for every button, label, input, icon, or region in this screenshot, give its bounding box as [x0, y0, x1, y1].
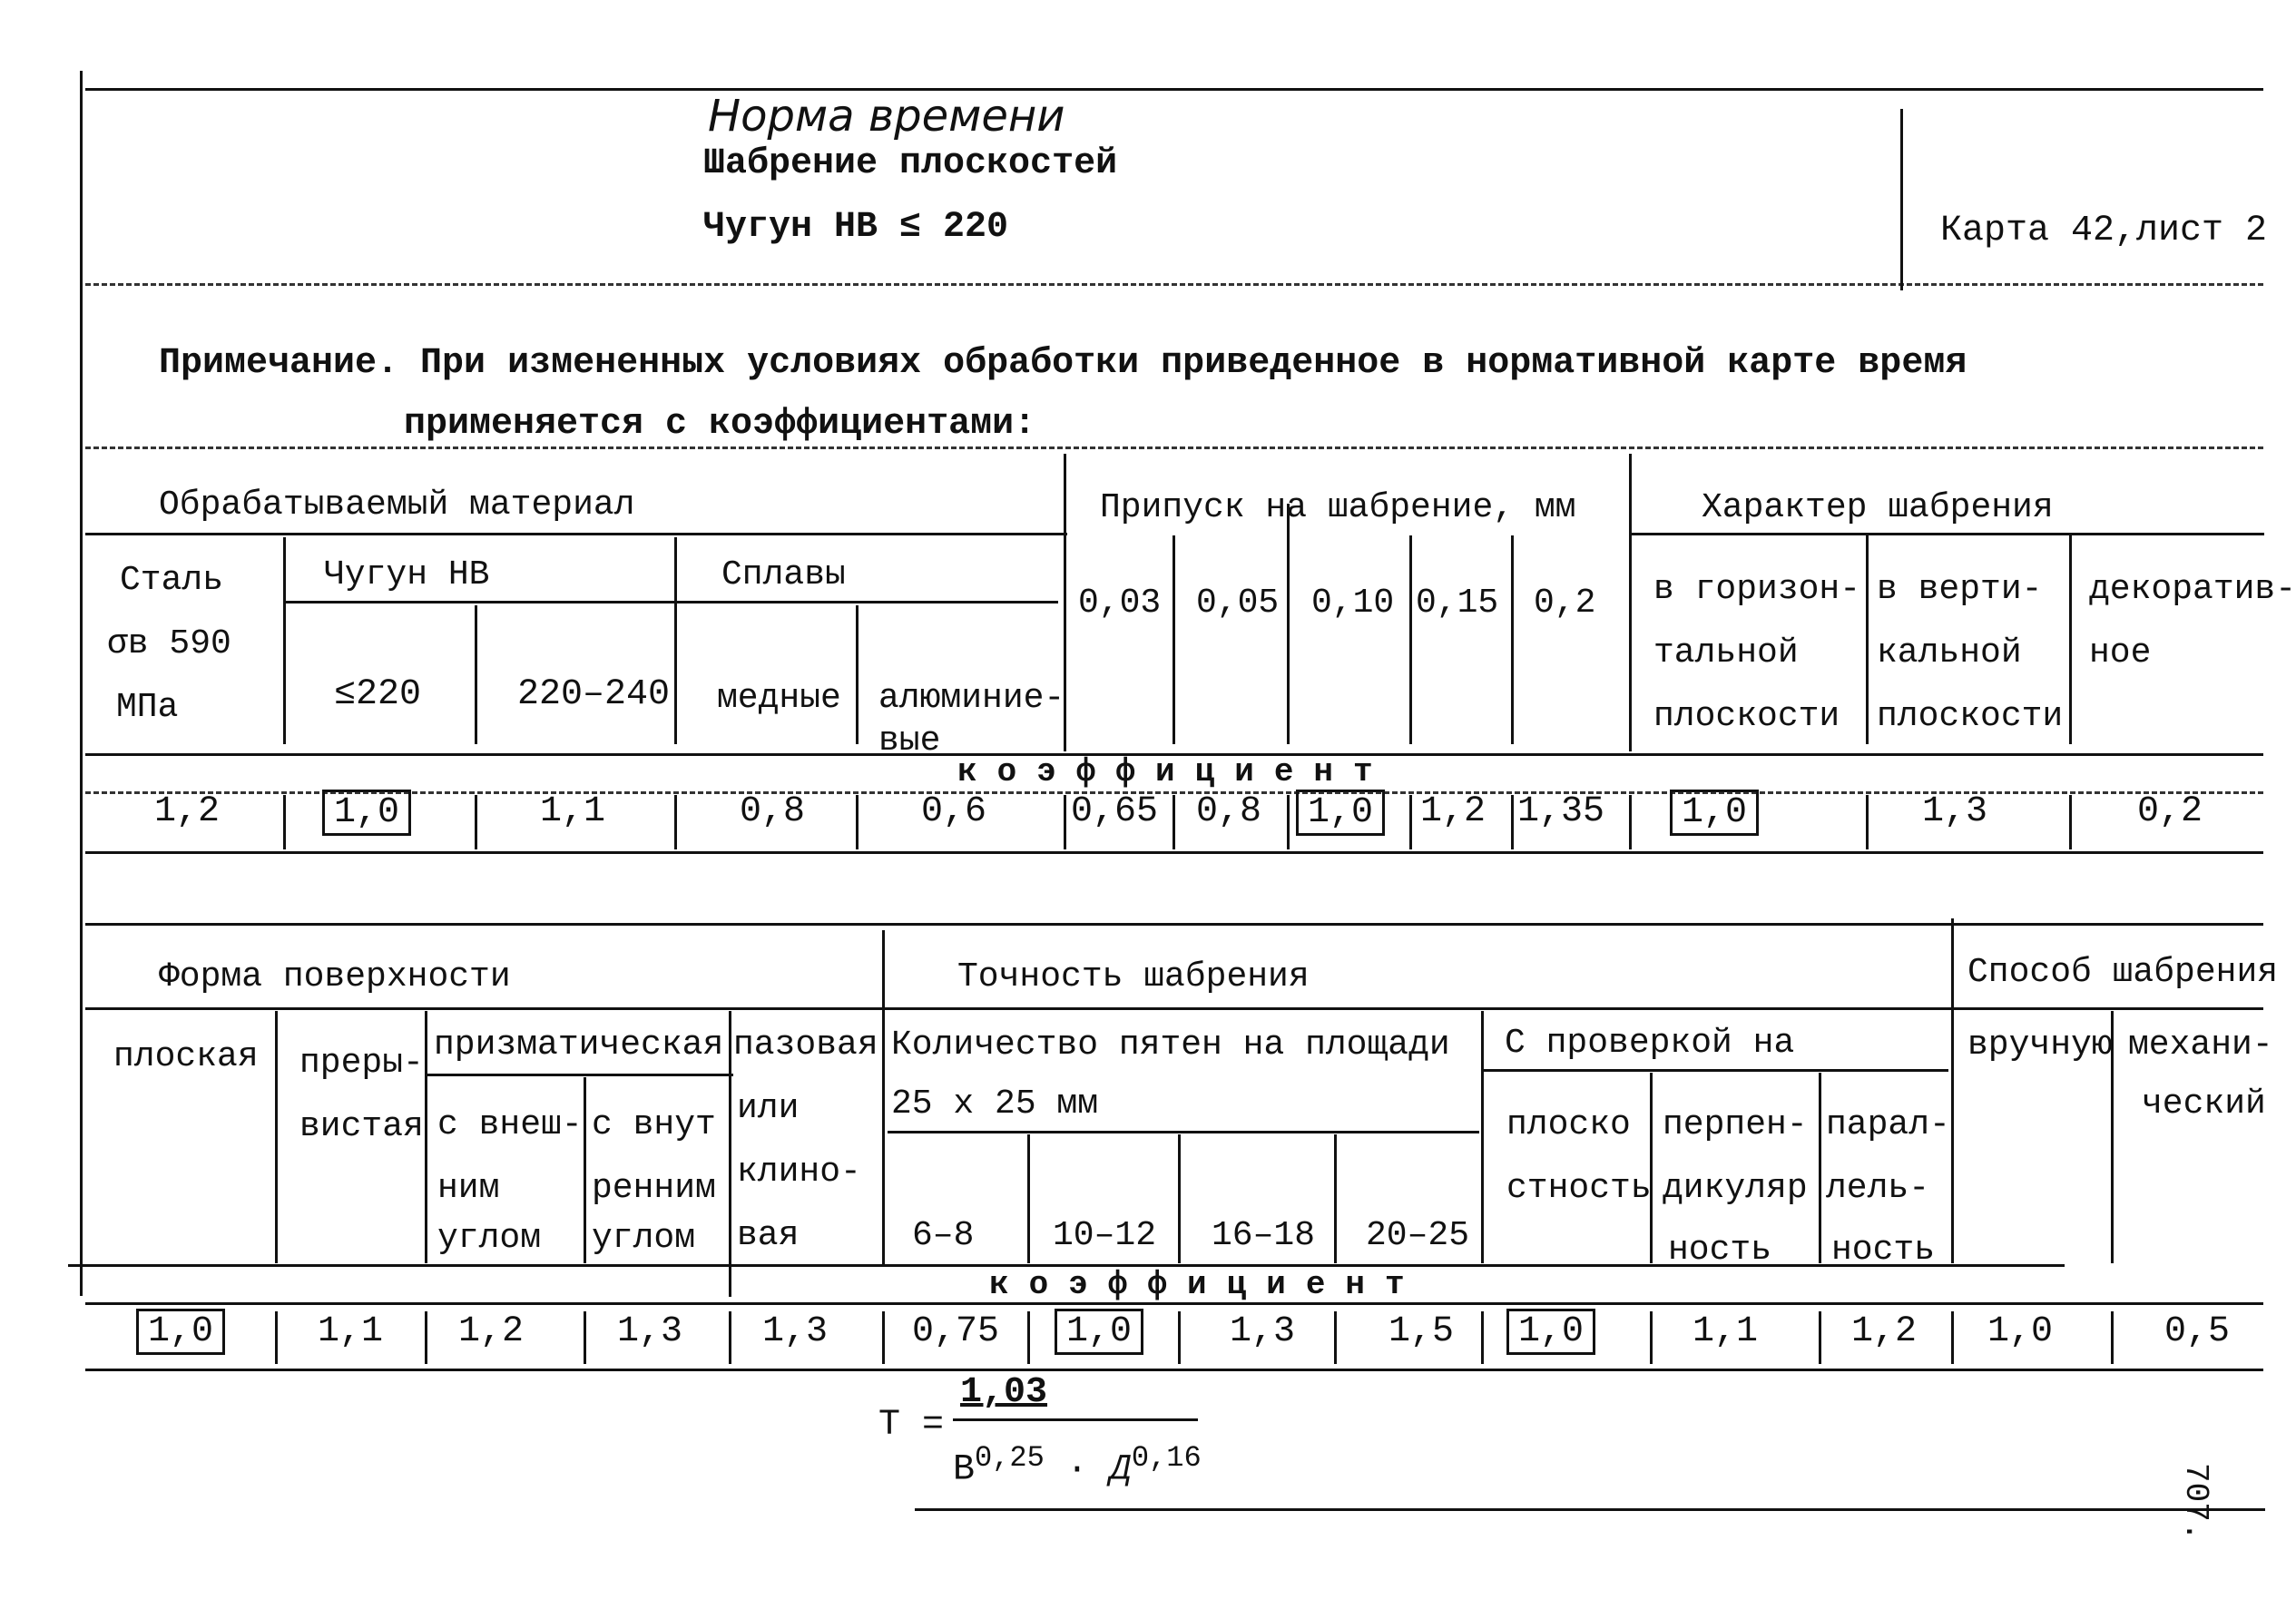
formula-exp2: 0,16 [1131, 1441, 1202, 1475]
coef-interrupted: 1,1 [318, 1311, 384, 1352]
coef-slot: 1,3 [762, 1311, 829, 1352]
coef-vertical: 1,3 [1922, 791, 1988, 832]
formula-fraction-bar [953, 1418, 1198, 1421]
surface-prismatic: призматическая [434, 1025, 724, 1065]
coef-allow-010: 1,0 [1296, 790, 1385, 836]
coef-mechanical: 0,5 [2164, 1311, 2231, 1352]
coef-horizontal: 1,0 [1670, 790, 1759, 836]
prismatic-outer-2: ним [437, 1169, 500, 1208]
spots-20-25: 20–25 [1366, 1216, 1470, 1255]
group-material: Обрабатываемый материал [159, 486, 635, 525]
check-flatness-1: плоско [1506, 1105, 1631, 1144]
coef-cast-220-240: 1,1 [540, 791, 606, 832]
coef-aluminum: 0,6 [921, 791, 987, 832]
spots-6-8: 6–8 [912, 1216, 975, 1255]
alloy-copper: медные [717, 679, 841, 718]
coef-cast-le220: 1,0 [322, 790, 411, 836]
cast-iron-label: Чугун НВ [324, 555, 490, 594]
horizontal-3: плоскости [1653, 697, 1840, 736]
card-reference: Карта 42,лист 2 [1940, 211, 2268, 251]
alloy-aluminum-1: алюминие- [878, 679, 1065, 718]
check-flatness-2: стность [1506, 1169, 1652, 1208]
method-mechanical-1: механи- [2128, 1025, 2273, 1065]
surface-slot-2: или [737, 1089, 800, 1128]
allowance-015: 0,15 [1416, 584, 1499, 623]
note-line-2: применяется с коэффициентами: [404, 404, 1036, 445]
check-parallel-2: лель- [1826, 1169, 1930, 1208]
allowance-010: 0,10 [1311, 584, 1395, 623]
formula-underline [915, 1508, 2265, 1511]
group-accuracy: Точность шабрения [957, 957, 1310, 996]
handwritten-title: Норма времени [708, 91, 1065, 142]
steel-strength: σв 590 [107, 624, 231, 663]
prismatic-inner-3: углом [592, 1219, 696, 1258]
coef-manual: 1,0 [1987, 1311, 2054, 1352]
alloy-aluminum-2: вые [878, 721, 941, 760]
formula-symbol: Д [1109, 1449, 1132, 1491]
coef-allow-003: 0,65 [1071, 791, 1159, 832]
coef-allow-015: 1,2 [1420, 791, 1487, 832]
coef-flatness: 1,0 [1506, 1309, 1595, 1355]
method-manual: вручную [1967, 1025, 2113, 1065]
formula-dot: · [1065, 1449, 1088, 1491]
group-allowance: Припуск на шабрение, мм [1100, 488, 1576, 527]
steel-unit: МПа [116, 688, 179, 727]
alloys-label: Сплавы [721, 555, 846, 594]
coef-spots-16-18: 1,3 [1230, 1311, 1296, 1352]
page-subtitle: Чугун НВ ≤ 220 [703, 207, 1009, 248]
vertical-2: кальной [1877, 633, 2022, 672]
surface-slot-3: клино- [737, 1153, 861, 1192]
coef-steel: 1,2 [154, 791, 221, 832]
surface-slot-1: пазовая [733, 1025, 878, 1065]
coef-inner: 1,3 [617, 1311, 683, 1352]
coef-spots-6-8: 0,75 [912, 1311, 1000, 1352]
group-surface: Форма поверхности [159, 957, 511, 996]
cast-iron-le220: ≤220 [334, 674, 422, 715]
vertical-1: в верти- [1877, 570, 2043, 609]
coef-parallelism: 1,2 [1851, 1311, 1918, 1352]
spots-16-18: 16–18 [1212, 1216, 1316, 1255]
formula-denominator [953, 1441, 1202, 1490]
spots-label-2: 25 х 25 мм [891, 1084, 1099, 1123]
formula-exp1: 0,25 [975, 1441, 1045, 1475]
spots-label-1: Количество пятен на площади [891, 1025, 1450, 1065]
coef-decorative: 0,2 [2137, 791, 2203, 832]
surface-interrupted-1: преры- [299, 1044, 424, 1083]
horizontal-2: тальной [1653, 633, 1799, 672]
header-top-line [85, 88, 2263, 91]
steel-label: Сталь [120, 561, 224, 600]
coef-spots-20-25: 1,5 [1388, 1311, 1455, 1352]
prismatic-outer-3: углом [437, 1219, 542, 1258]
spots-10-12: 10–12 [1053, 1216, 1157, 1255]
formula-base: В [953, 1449, 976, 1491]
decorative-2: ное [2089, 633, 2152, 672]
surface-slot-4: вая [737, 1216, 800, 1255]
surface-flat: плоская [113, 1037, 259, 1076]
coef-allow-005: 0,8 [1196, 791, 1262, 832]
group-method: Способ шабрения [1967, 953, 2279, 992]
coefficient-label-1: коэффициент [957, 753, 1393, 790]
check-perp-3: ность [1668, 1231, 1772, 1270]
allowance-005: 0,05 [1196, 584, 1280, 623]
check-parallel-3: ность [1831, 1231, 1936, 1270]
cast-iron-220-240: 220–240 [517, 674, 671, 715]
check-label: С проверкой на [1505, 1024, 1795, 1063]
left-border [80, 71, 83, 1296]
coef-spots-10-12: 1,0 [1055, 1309, 1143, 1355]
allowance-003: 0,03 [1078, 584, 1162, 623]
prismatic-inner-2: ренним [592, 1169, 716, 1208]
coef-allow-02: 1,35 [1517, 791, 1605, 832]
formula-lhs: Т = [878, 1405, 945, 1446]
prismatic-inner-1: с внут [592, 1105, 716, 1144]
note-line-1: Примечание. При измененных условиях обработки приведенное в нормативной карте время [159, 343, 1967, 384]
coef-copper: 0,8 [740, 791, 806, 832]
coefficient-label-2: коэффициент [989, 1266, 1425, 1303]
side-page-number: 707. [2177, 1463, 2214, 1542]
header-divider [1900, 109, 1903, 290]
prismatic-outer-1: с внеш- [437, 1105, 583, 1144]
check-parallel-1: парал- [1826, 1105, 1950, 1144]
page-title: Шабрение плоскостей [703, 143, 1118, 184]
vertical-3: плоскости [1877, 697, 2064, 736]
allowance-02: 0,2 [1534, 584, 1596, 623]
check-perp-1: перпен- [1663, 1105, 1808, 1144]
group-character: Характер шабрения [1702, 488, 2054, 527]
coef-perpendicularity: 1,1 [1693, 1311, 1759, 1352]
decorative-1: декоратив- [2089, 570, 2296, 609]
coef-outer: 1,2 [458, 1311, 525, 1352]
check-perp-2: дикуляр [1663, 1169, 1808, 1208]
method-mechanical-2: ческий [2142, 1084, 2266, 1123]
surface-interrupted-2: вистая [299, 1107, 424, 1146]
formula-numerator: 1,03 [960, 1372, 1048, 1413]
header-bottom-line [85, 283, 2263, 286]
coef-flat: 1,0 [136, 1309, 225, 1355]
horizontal-1: в горизон- [1653, 570, 1861, 609]
